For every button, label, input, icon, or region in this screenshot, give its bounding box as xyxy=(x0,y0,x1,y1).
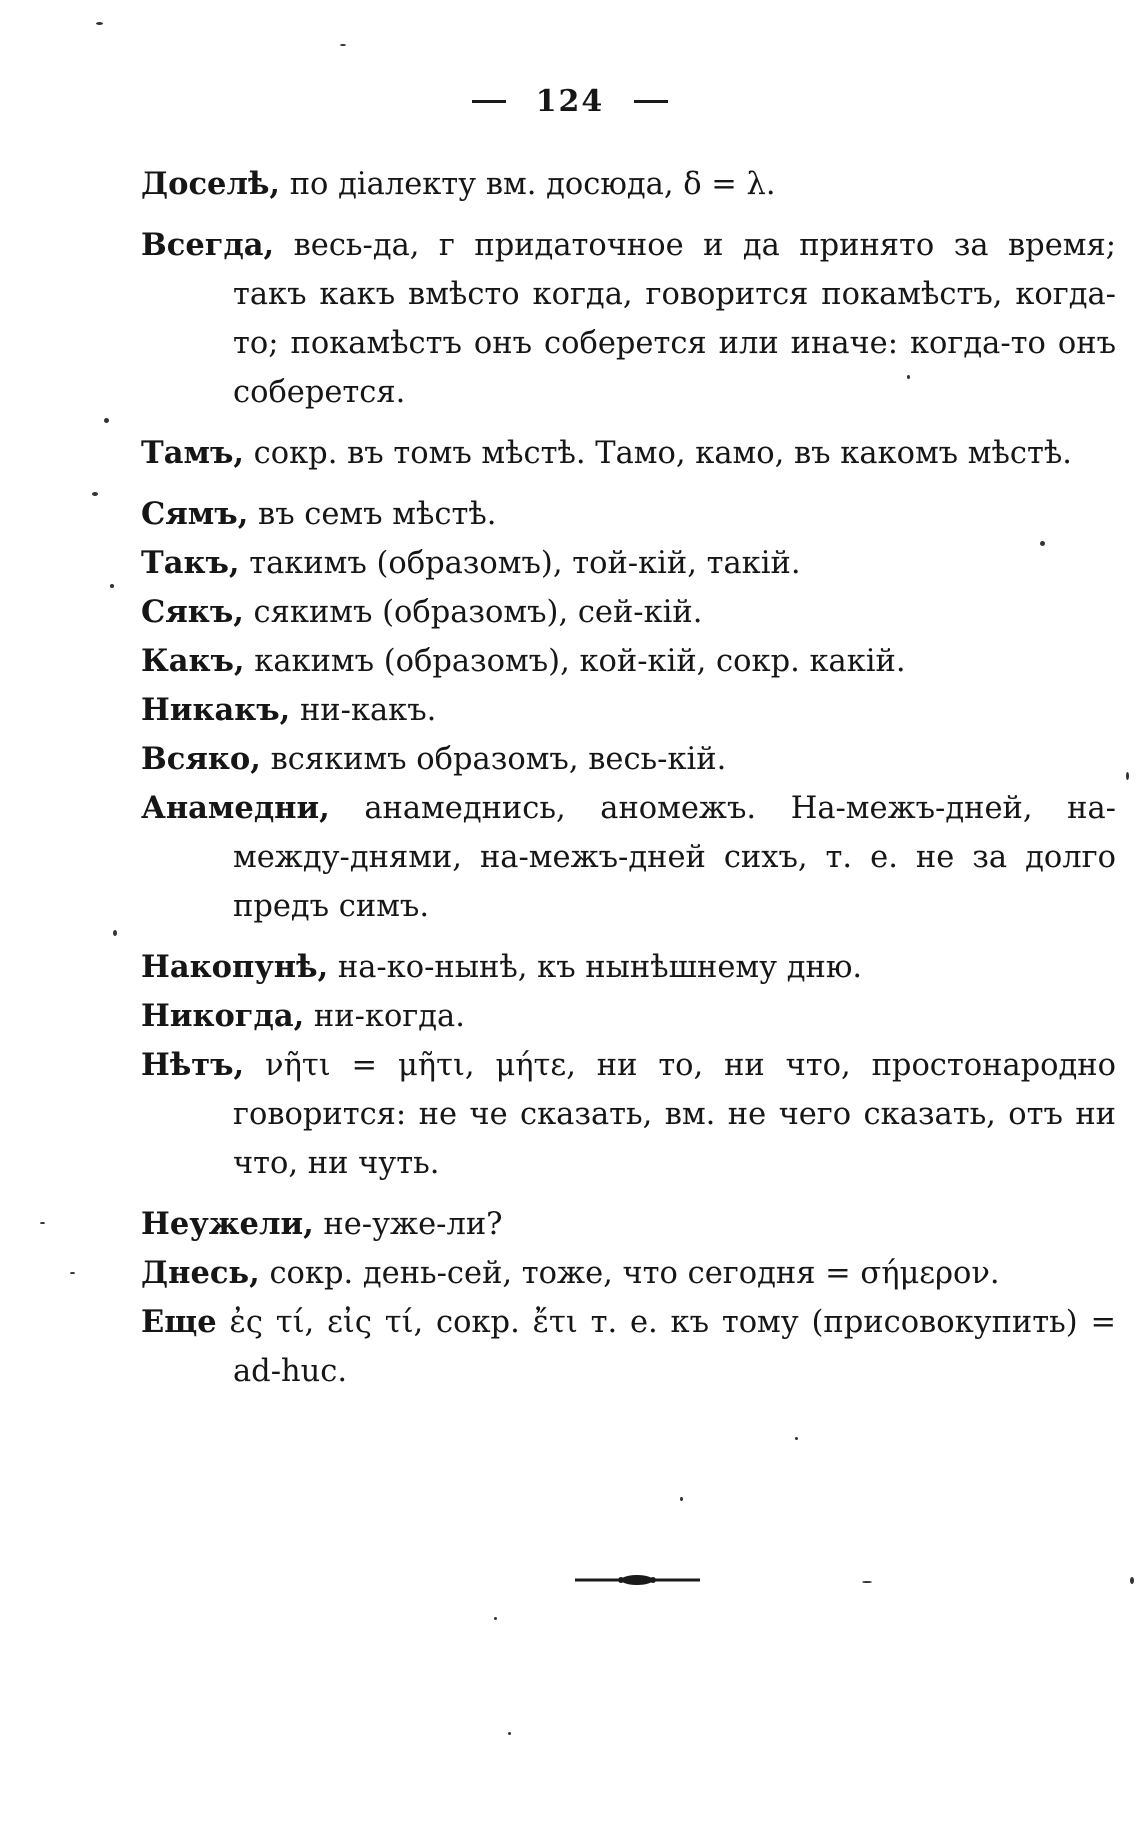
entry-tak xyxy=(141,539,1116,588)
entry-head: Всяко, xyxy=(141,741,261,777)
entry-nakopune xyxy=(141,943,1116,992)
entry-head: Анамедни, xyxy=(141,790,330,826)
print-speck xyxy=(340,44,346,46)
entry-body: ни-когда. xyxy=(304,999,465,1034)
entry-body: сокр. день-сей, тоже, что сегодня = σήμερον. xyxy=(259,1256,1000,1291)
entry-head: Никогда, xyxy=(141,998,305,1034)
entry-net xyxy=(141,1041,1116,1188)
entry-body: сякимъ (образомъ), сей-кій. xyxy=(243,595,703,630)
entry-body: весь-да, г придаточное и да принято за время; такъ какъ вмѣсто когда, говорится покамѣстъ, когда-то; покамѣстъ онъ соберется или иначе: когда-то онъ соберется. xyxy=(233,228,1116,410)
entry-body: всякимъ образомъ, весь-кій. xyxy=(260,742,727,777)
entry-head: Доселѣ, xyxy=(141,166,281,202)
print-speck xyxy=(862,1581,872,1583)
print-speck xyxy=(70,1272,75,1274)
entry-body: такимъ (образомъ), той-кій, такій. xyxy=(239,546,801,581)
entry-syak xyxy=(141,588,1116,637)
print-speck xyxy=(494,1617,497,1620)
entry-head: Днесь, xyxy=(141,1255,260,1291)
entry-head: Сямъ, xyxy=(141,496,249,532)
entry-kak xyxy=(141,637,1116,686)
entry-body: на-ко-нынѣ, къ нынѣшнему дню. xyxy=(328,950,863,985)
entry-head: Никакъ, xyxy=(141,692,291,728)
print-speck xyxy=(1130,1577,1134,1584)
print-speck xyxy=(92,492,98,496)
entry-neuzheli xyxy=(141,1200,1116,1249)
print-speck xyxy=(795,1437,798,1440)
entry-head: Еще xyxy=(141,1304,217,1340)
dictionary-entries xyxy=(141,160,1116,1396)
entry-head: Всегда, xyxy=(141,227,275,263)
entry-dnes xyxy=(141,1249,1116,1298)
entry-body: не-уже-ли? xyxy=(313,1207,503,1242)
print-speck xyxy=(680,1497,683,1501)
entry-body: νῆτι = μῆτι, μήτε, ни то, ни что, простонародно говорится: не че сказать, вм. не чего сказать, отъ ни что, ни чуть. xyxy=(233,1048,1116,1181)
entry-head: Такъ, xyxy=(141,545,240,581)
entry-head: Сякъ, xyxy=(141,594,244,630)
print-speck xyxy=(1040,541,1045,546)
entry-body: анамеднись, аномежъ. На-межъ-дней, на-между-днями, на-межъ-дней сихъ, т. е. не за долго предъ симъ. xyxy=(233,791,1116,924)
entry-nikogda xyxy=(141,992,1116,1041)
print-speck xyxy=(96,22,103,25)
entry-head: Тамъ, xyxy=(141,435,244,471)
entry-body: сокр. въ томъ мѣстѣ. Тамо, камо, въ какомъ мѣстѣ. xyxy=(243,436,1072,471)
entry-head: Накопунѣ, xyxy=(141,949,329,985)
entry-head: Какъ, xyxy=(141,643,245,679)
print-speck xyxy=(113,930,117,936)
entry-tam xyxy=(141,429,1116,478)
entry-body: въ семъ мѣстѣ. xyxy=(248,497,497,532)
page-number xyxy=(0,84,1140,119)
entry-vsegda xyxy=(141,221,1116,417)
print-speck xyxy=(110,584,114,588)
print-speck xyxy=(104,418,109,423)
page-number-value: 124 xyxy=(535,84,605,119)
entry-head: Неужели, xyxy=(141,1206,314,1242)
entry-body: какимъ (образомъ), кой-кій, сокр. какій. xyxy=(244,644,906,679)
entry-anamedni xyxy=(141,784,1116,931)
entry-nikak xyxy=(141,686,1116,735)
entry-doselye xyxy=(141,160,1116,209)
print-speck xyxy=(508,1732,511,1735)
entry-body: по діалекту вм. досюда, δ = λ. xyxy=(280,167,776,202)
entry-head: Нѣтъ, xyxy=(141,1047,245,1083)
left-dash xyxy=(472,100,506,103)
right-dash xyxy=(634,100,668,103)
entry-vsyako xyxy=(141,735,1116,784)
entry-eshche xyxy=(141,1298,1116,1396)
end-ornament xyxy=(575,1570,700,1590)
print-speck xyxy=(907,375,910,379)
print-speck xyxy=(40,1222,45,1224)
print-speck xyxy=(1126,772,1129,780)
entry-body: ни-какъ. xyxy=(290,693,437,728)
entry-syam xyxy=(141,490,1116,539)
entry-body: ἐς τί, εἰς τί, сокр. ἔτι т. е. къ тому (присовокупить) = ad-huc. xyxy=(216,1305,1116,1389)
